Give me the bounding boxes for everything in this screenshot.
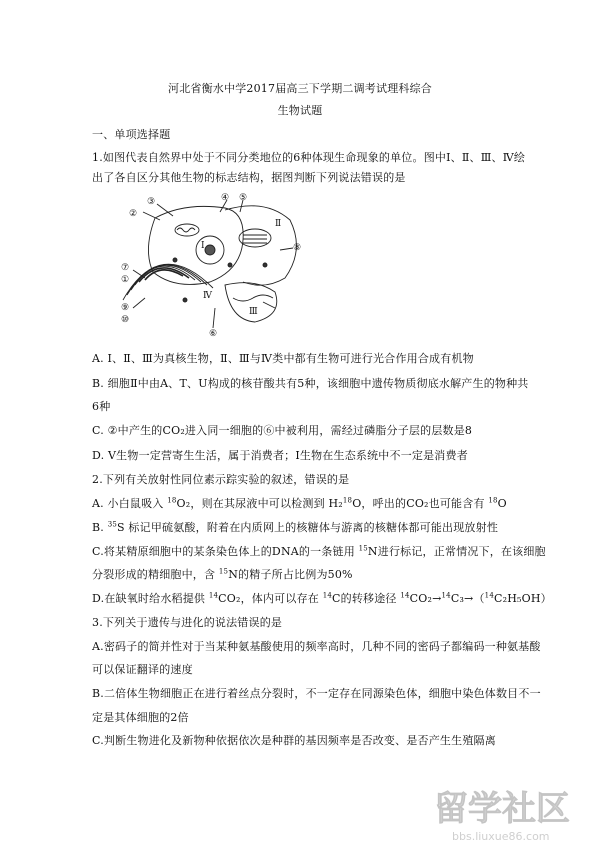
q1-option-b-line2: 6种 xyxy=(92,400,111,413)
fig-label: ⑧ xyxy=(293,243,302,253)
q1-option-b-line1: B. 细胞Ⅱ中由A、T、U构成的核苷酸共有5种，该细胞中遗传物质彻底水解产生的物种共 xyxy=(92,377,529,390)
document-title: 河北省衡水中学2017届高三下学期二调考试理科综合 xyxy=(168,82,432,95)
q3-stem: 3.下列关于遗传与进化的说法错误的是 xyxy=(92,616,283,629)
q3-option-c: C.判断生物进化及新物种依据依次是种群的基因频率是否改变、是否产生生殖隔离 xyxy=(92,734,496,747)
site-watermark xyxy=(412,782,600,848)
fig-label: ② xyxy=(129,209,138,219)
q3-option-a-line2: 可以保证翻译的速度 xyxy=(92,663,193,676)
fig-label: ① xyxy=(121,275,130,285)
q3-option-b-line2: 定是其体细胞的2倍 xyxy=(92,711,189,724)
mitochondrion-shape xyxy=(175,224,199,236)
fig-label: ④ xyxy=(221,193,230,203)
q1-option-a: A. Ⅰ、Ⅱ、Ⅲ为真核生物，Ⅱ、Ⅲ与Ⅳ类中都有生物可进行光合作用合成有机物 xyxy=(92,352,474,365)
q1-stem-line1: 1.如图代表自然界中处于不同分类地位的6种体现生命现象的单位。图中Ⅰ、Ⅱ、Ⅲ、Ⅳ绘 xyxy=(92,151,526,164)
q3-option-a-line1: A.密码子的简并性对于当某种氨基酸使用的频率高时，几种不同的密码子都编码一种氨基酸 xyxy=(92,640,541,653)
fig-roman: Ⅳ xyxy=(203,291,212,301)
concentric-structure xyxy=(123,264,213,300)
q1-option-c: C. ②中产生的CO₂进入同一细胞的⑥中被利用，需经过磷脂分子层的层数是8 xyxy=(92,424,473,437)
fig-label: ⑩ xyxy=(121,315,130,325)
fig-roman: Ⅱ xyxy=(275,219,282,229)
watermark-brand: 留学社区 xyxy=(434,789,570,829)
q2-option-c-line2: 分裂形成的精细胞中，含 $^{15}$N的精子所占比例为50% xyxy=(92,567,353,581)
fig-roman: Ⅲ xyxy=(249,307,258,317)
cell-outline-1 xyxy=(148,206,243,284)
chloroplast-shape xyxy=(239,229,271,247)
fig-label: ⑥ xyxy=(209,329,218,339)
cell-outline-2 xyxy=(225,206,296,285)
fig-label: ③ xyxy=(147,197,156,207)
fig-label: ⑦ xyxy=(121,263,130,273)
q2-stem: 2.下列有关放射性同位素示踪实验的叙述，错误的是 xyxy=(92,473,350,486)
q1-cell-diagram xyxy=(115,190,310,340)
q2-option-a: A. 小白鼠吸入 $^{18}$O₂，则在其尿液中可以检测到 H₂$^{18}$O，呼出的CO₂也可能含有 $^{18}$O xyxy=(92,496,507,510)
q1-stem-line2: 出了各自区分其他生物的标志结构，据图判断下列说法错误的是 xyxy=(92,171,406,184)
document-subtitle: 生物试题 xyxy=(277,104,323,117)
watermark-url: bbs.liuxue86.com xyxy=(452,830,550,843)
q2-option-d: D.在缺氧时给水稻提供 $^{14}$CO₂，体内可以存在 $^{14}$C的转移途径 $^{14}$CO₂→$^{14}$C₃→（$^{14}$C₂H₅OH） xyxy=(92,591,552,605)
fig-roman: Ⅰ xyxy=(201,241,205,251)
q3-option-b-line1: B.二倍体生物细胞正在进行着丝点分裂时，不一定存在同源染色体，细胞中染色体数目不一 xyxy=(92,687,541,700)
q1-option-d: D. Ⅴ生物一定营寄生生活，属于消费者；Ⅰ生物在生态系统中不一定是消费者 xyxy=(92,449,468,462)
section-heading: 一、单项选择题 xyxy=(92,128,171,141)
fig-label: ⑤ xyxy=(239,193,248,203)
fig-label: ⑨ xyxy=(121,303,130,313)
q2-option-c-line1: C.将某精原细胞中的某条染色体上的DNA的一条链用 $^{15}$N进行标记，正常情况下，在该细胞 xyxy=(92,544,546,558)
q2-option-b: B. $^{35}$S 标记甲硫氨酸，附着在内质网上的核糖体与游离的核糖体都可能出现放射性 xyxy=(92,520,499,534)
